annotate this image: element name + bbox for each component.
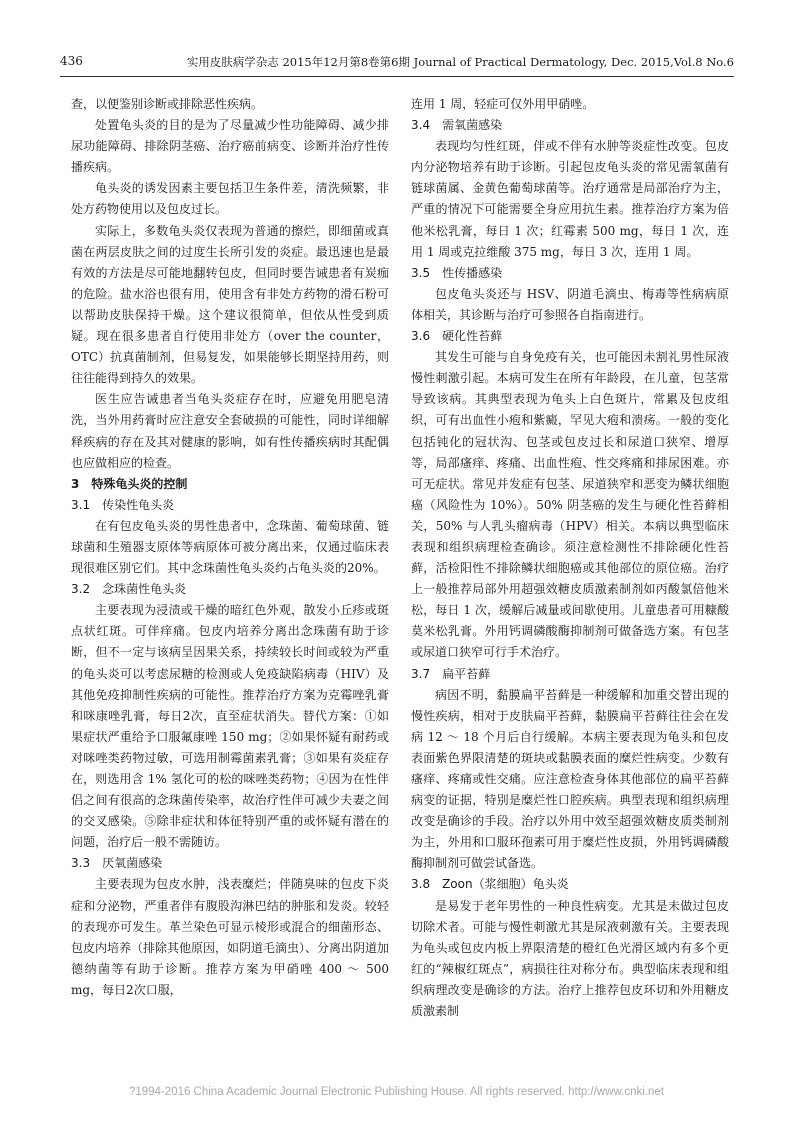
- copyright-footer: ?1994-2016 China Academic Journal Electronic Publishing House. All rights reserved. http://www.cnki.net: [128, 1086, 665, 1098]
- section-heading-3: 3 特殊龟头炎的控制: [71, 476, 188, 491]
- subsection-heading-3-8: 3.8 Zoon（浆细胞）龟头炎: [411, 877, 569, 892]
- paragraph: 实际上，多数龟头炎仅表现为普通的擦烂，即细菌或真菌在两层皮肤之间的过度生长所引发的炎症。最迅速也是最有效的方法是尽可能地翻转包皮，但同时要告诫患者有炭痂的危险。盐水浴也很有用，使用含有非处方药物的滑石粉可以帮助皮肤保持干燥。这个建议很简单，但依从性受到质疑。现在很多患者自行使用非处方（over the counter，OTC）抗真菌制剂，但易复发，如果能够长期坚持用药，则往往能得到持久的效果。: [71, 223, 389, 386]
- paragraph: 查，以便鉴别诊断或排除恶性疾病。: [71, 97, 264, 111]
- page-number: 436: [60, 54, 83, 68]
- paragraph: 处置龟头炎的目的是为了尽量减少性功能障碍、减少排尿功能障碍、排除阴茎癌、治疗癌前病变、诊断并治疗性传播疾病。: [71, 118, 389, 175]
- subsection-heading-3-2: 3.2 念珠菌性龟头炎: [71, 582, 187, 597]
- running-header: [60, 54, 734, 74]
- subsection-heading-3-7: 3.7 扁平苔藓: [411, 666, 491, 681]
- right-column: [411, 94, 729, 1022]
- paragraph: 表现均匀性红斑，伴或不伴有水肿等炎症性改变。包皮内分泌物培养有助于诊断。引起包皮龟头炎的常见需氧菌有链球菌属、金黄色葡萄球菌等。治疗通常是局部治疗为主，严重的情况下可能需要全身应用抗生素。推荐治疗方案为倍他米松乳膏，每日 1 次；红霉素 500 mg，每日 1 次，连用 1 周或克拉维酸 375 mg，每日 3 次，连用 1 周。: [411, 139, 729, 259]
- paragraph: 连用 1 周，轻症可仅外用甲硝唑。: [411, 97, 595, 111]
- paragraph: 医生应告诫患者当龟头炎症存在时，应避免用肥皂清洗，当外用药膏时应注意安全套破损的可能性，同时详细解释疾病的存在及其对健康的影响，如有性传播疾病时其配偶也应做相应的检查。: [71, 392, 389, 470]
- journal-title: 实用皮肤病学杂志 2015年12月第8卷第6期 Journal of Practical Dermatology, Dec. 2015,Vol.8 No.6: [186, 55, 734, 69]
- paragraph: 在有包皮龟头炎的男性患者中，念珠菌、葡萄球菌、链球菌和生殖器支原体等病原体可被分离出来，仅通过临床表现很难区别它们。其中念珠菌性龟头炎约占龟头炎的20%。: [71, 518, 389, 576]
- paragraph: 包皮龟头炎还与 HSV、阴道毛滴虫、梅毒等性病病原体相关，其诊断与治疗可参照各自指南进行。: [411, 286, 729, 322]
- paragraph: 主要表现为浸渍或干燥的暗红色外观，散发小丘疹或斑点状红斑。可伴痒痛。包皮内培养分离出念珠菌有助于诊断，但不一定与该病呈因果关系，持续较长时间或较为严重的龟头炎可以考虑尿糖的检测或人免疫缺陷病毒（HIV）及其他免疫抑制性疾病的可能性。推荐治疗方案为克霉唑乳膏和咪康唑乳膏，每日2次，直至症状消失。替代方案：①如果症状严重给予口服氟康唑 150 mg；②如果怀疑有耐药或对咪唑类药物过敏，可选用制霉菌素乳膏；③如果有炎症存在，则选用含 1% 氢化可的松的咪唑类药物；④因为在性伴侣之间有很高的念珠菌传染率，故治疗性伴可减少夫妻之间的交叉感染。⑤除非症状和体征特别严重的或怀疑有潜在的问题，治疗后一般不需随访。: [71, 603, 389, 850]
- paragraph: 龟头炎的诱发因素主要包括卫生条件差，清洗频繁，非处方药物使用以及包皮过长。: [71, 181, 389, 217]
- left-column: [71, 94, 389, 1001]
- header-rule: [60, 76, 734, 77]
- subsection-heading-3-1: 3.1 传染性龟头炎: [71, 497, 175, 512]
- paragraph: 是易发于老年男性的一种良性病变。尤其是未做过包皮切除术者。可能与慢性刺激尤其是尿液刺激有关。主要表现为龟头或包皮内板上界限清楚的橙红色光滑区域内有多个更红的“辣椒红斑点”，病损往往对称分布。典型临床表现和组织病理改变是确诊的方法。治疗上推荐包皮环切和外用糖皮质激素制: [411, 898, 729, 1019]
- paragraph: 病因不明，黏膜扁平苔藓是一种缓解和加重交替出现的慢性疾病，相对于皮肤扁平苔藓，黏膜扁平苔藓往往会在发病 12 ～ 18 个月后自行缓解。本病主要表现为龟头和包皮表面紫色界限清楚的斑块或黏膜表面的糜烂性病变。少数有瘙痒、疼痛或性交痛。应注意检查身体其他部位的扁平苔藓病变的证据，特别是糜烂性口腔疾病。典型表现和组织病理改变是确诊的手段。治疗以外用中效至超强效糖皮质类制剂为主，外用和口服环孢素可用于糜烂性皮损，外用钙调磷酸酶抑制剂可做尝试备选。: [411, 687, 729, 871]
- subsection-heading-3-4: 3.4 需氧菌感染: [411, 118, 503, 133]
- paragraph: 主要表现为包皮水肿，浅表糜烂；伴随臭味的包皮下炎症和分泌物，严重者伴有腹股沟淋巴结的肿胀和发炎。较轻的表现亦可发生。革兰染色可显示棱形或混合的细菌形态、包皮内培养（排除其他原因，如阴道毛滴虫）、分离出阴道加德纳菌等有助于诊断。推荐方案为甲硝唑 400 ～ 500 mg，每日2次口服，: [71, 877, 390, 997]
- subsection-heading-3-6: 3.6 硬化性苔藓: [411, 329, 503, 344]
- subsection-heading-3-3: 3.3 厌氧菌感染: [71, 856, 163, 871]
- paragraph: 其发生可能与自身免疫有关，也可能因未割礼男性尿液慢性刺激引起。本病可发生在所有年龄段，在儿童，包茎常导致该病。其典型表现为龟头上白色斑片，常累及包皮组织，可有出血性小疱和紫癜，罕见大疱和溃疡。一般的变化包括钝化的冠状沟、包茎或包皮过长和尿道口狭窄、增厚等，局部瘙痒、疼痛、出血性疱、性交疼痛和排尿困难。亦可无症状。常见并发症有包茎、尿道狭窄和恶变为鳞状细胞癌（风险性为 10%）。50% 阴茎癌的发生与硬化性苔藓相关，50% 与人乳头瘤病毒（HPV）相关。本病以典型临床表现和组织病理检查确诊。须注意检测性不排除硬化性苔藓，活检阳性不排除鳞状细胞癌或其他部位的原位癌。治疗上一般推荐局部外用超强效糖皮质激素制剂如丙酸氯倍他米松，每日 1 次，缓解后减量或间歇使用。儿童患者可用糠酸莫米松乳膏。外用钙调磷酸酶抑制剂可做备选方案。有包茎或尿道口狭窄可行手术治疗。: [411, 350, 729, 660]
- subsection-heading-3-5: 3.5 性传播感染: [411, 265, 503, 280]
